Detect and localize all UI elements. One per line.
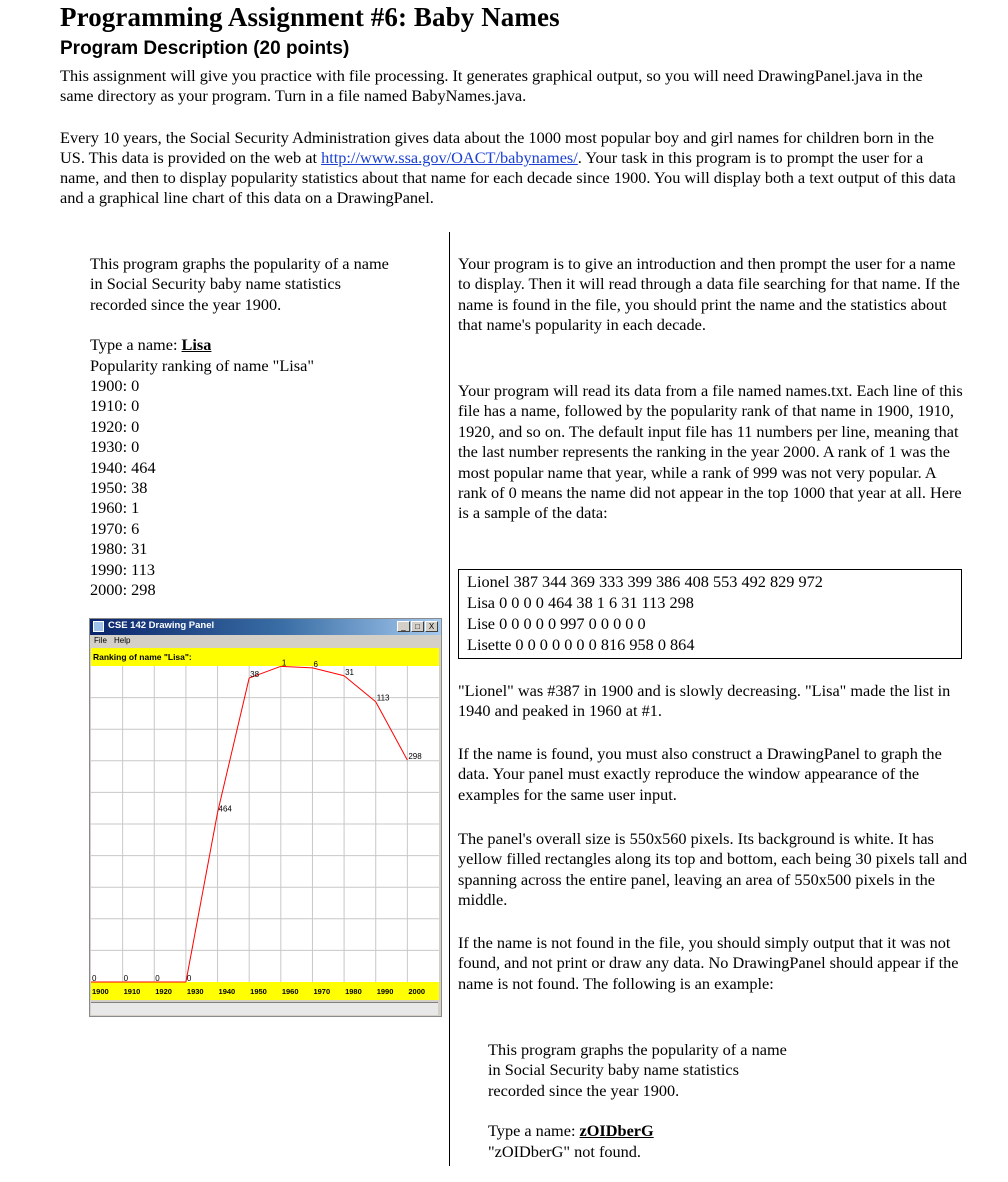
console-rank-line: 1910: 0: [90, 396, 140, 416]
sample-data-box: [458, 569, 962, 659]
ranking-line-chart: [91, 648, 439, 1000]
x-tick-label: 1950: [250, 987, 267, 996]
menu-help[interactable]: Help: [114, 636, 131, 645]
console-rank-line: 1900: 0: [90, 376, 140, 396]
console-rank-line: 1950: 38: [90, 478, 148, 498]
example-intro-line-1: This program graphs the popularity of a name: [488, 1040, 787, 1059]
console-intro-line-2: in Social Security baby name statistics: [90, 274, 341, 294]
x-tick-label: 1960: [281, 987, 299, 996]
intro-paragraph-1: This assignment will give you practice with file processing. It generates graphical output, so you will need DrawingPanel.java in the same directory as your program. Turn in a file named BabyNames.java.: [60, 66, 923, 105]
drawing-panel-canvas: [91, 648, 439, 1000]
sample-line: Lisa 0 0 0 0 464 38 1 6 31 113 298: [467, 593, 694, 612]
x-tick-label: 2000: [408, 987, 426, 996]
intro-text-before-link: Every 10 years, the Social Security Administration gives data about the 1000 most popular boy and girl names for children born in the US. This data is provided on the web at: [60, 128, 935, 167]
x-tick-label: 1970: [313, 987, 331, 996]
series-line-segment: [312, 668, 344, 676]
data-label: 464: [218, 804, 232, 814]
window-app-icon: [93, 621, 104, 632]
console-rank-lines: [90, 376, 389, 600]
x-tick-label: 1920: [155, 987, 172, 996]
console-prompt: Type a name:: [90, 335, 182, 355]
console-intro-line-3: recorded since the year 1900.: [90, 294, 282, 314]
data-label: 38: [250, 670, 260, 680]
data-label: 0: [155, 974, 160, 983]
right-paragraph-3: "Lionel" was #387 in 1900 and is slowly decreasing. "Lisa" made the list in 1940 and peaked in 1960 at #1.: [458, 681, 951, 721]
console-rank-line: 1930: 0: [90, 437, 140, 457]
series-line-segment: [186, 813, 218, 982]
window-maximize-button[interactable]: □: [411, 621, 424, 632]
console-ranking-header: Popularity ranking of name "Lisa": [90, 355, 314, 375]
x-tick-label: 1930: [186, 987, 204, 996]
menu-file[interactable]: File: [94, 636, 107, 645]
example-not-found-message: "zOIDberG" not found.: [488, 1141, 642, 1161]
data-label: 0: [123, 974, 129, 983]
chart-title: Ranking of name "Lisa":: [93, 652, 192, 662]
console-rank-line: 1920: 0: [90, 416, 140, 436]
sample-line: Lisette 0 0 0 0 0 0 0 816 958 0 864: [467, 635, 695, 654]
right-paragraph-5: The panel's overall size is 550x560 pixels. Its background is white. It has yellow filled rectangles along its top and bottom, each being 30 pixels tall and spanning across the entire panel, leaving an area of 550x500 pixels in the middle.: [458, 829, 968, 910]
column-divider: [449, 232, 450, 1166]
sample-line: Lionel 387 344 369 333 399 386 408 553 492 829 972: [467, 572, 823, 591]
example-user-input: zOIDberG: [579, 1121, 654, 1141]
right-paragraph-1: Your program is to give an introduction and then prompt the user for a name to display. Then it will read through a data file searching for that name. If the name is found in the file, you should print the name and the statistics about that name's popularity in each decade.: [458, 254, 960, 335]
example-intro-line-3: recorded since the year 1900.: [488, 1080, 680, 1100]
console-rank-line: 2000: 298: [90, 580, 156, 600]
sample-line: Lise 0 0 0 0 0 997 0 0 0 0 0: [467, 614, 646, 633]
data-label: 298: [408, 752, 422, 762]
data-label: 1: [281, 658, 287, 668]
x-tick-label: 1900: [92, 987, 109, 996]
example-intro-line-2: in Social Security baby name statistics: [488, 1060, 739, 1080]
data-label: 31: [345, 667, 354, 677]
console-user-input: Lisa: [181, 335, 212, 355]
window-minimize-button[interactable]: _: [397, 621, 410, 632]
console-rank-line: 1990: 113: [90, 559, 155, 579]
example-prompt-line: [488, 1121, 787, 1141]
right-paragraph-2: Your program will read its data from a file named names.txt. Each line of this file has a name, followed by the popularity rank of that name in 1900, 1910, 1920, and so on. The default input file has 11 numbers per line, meaning that the last number represents the ranking in the year 2000. A rank of 1 was the most popular name that year, while a rank of 999 was not very popular. A rank of 0 means the name did not appear in the top 1000 that year at all. Here is a sample of the data:: [458, 381, 963, 523]
right-paragraph-6: If the name is not found in the file, you should simply output that it was not found, and not print or draw any data. No DrawingPanel should appear if the name is not found. The following is an example:: [458, 933, 959, 993]
console-rank-line: 1980: 31: [90, 539, 148, 559]
page-title: Programming Assignment #6: Baby Names: [60, 2, 560, 32]
x-tick-label: 1910: [123, 987, 141, 996]
x-tick-label: 1990: [376, 987, 394, 996]
x-tick-label: 1980: [345, 987, 362, 996]
ssa-babynames-link[interactable]: http://www.ssa.gov/OACT/babynames/: [321, 148, 578, 167]
window-titlebar[interactable]: [90, 619, 441, 635]
intro-text-after-link: . Your task in this program is to prompt the user for a name, and then to display popularity statistics about that name for each decade since 1900. You will display both a text output of this data and a graphical line chart of this data on a DrawingPanel.: [60, 148, 956, 207]
console-output: [90, 254, 389, 601]
x-tick-label: 1940: [218, 987, 236, 996]
right-paragraph-4: If the name is found, you must also construct a DrawingPanel to graph the data. Your panel must exactly reproduce the window appearance of the examples for the same user input.: [458, 744, 942, 804]
not-found-example: [488, 1040, 787, 1162]
data-label: 6: [313, 659, 318, 669]
example-prompt: Type a name:: [488, 1121, 580, 1141]
window-close-button[interactable]: X: [425, 621, 438, 632]
data-label: 0: [186, 974, 192, 983]
console-rank-line: 1960: 1: [90, 498, 140, 518]
window-title: CSE 142 Drawing Panel: [108, 620, 215, 631]
console-rank-line: 1970: 6: [90, 518, 140, 538]
drawing-panel-window: [89, 618, 442, 1017]
intro-paragraph-2: [60, 128, 960, 208]
section-heading: Program Description (20 points): [60, 38, 350, 59]
console-intro-line-1: This program graphs the popularity of a name: [90, 254, 389, 273]
window-statusbar: [91, 1002, 438, 1015]
series-line-segment: [376, 702, 408, 760]
window-menubar: [90, 635, 441, 648]
console-prompt-line: [90, 335, 389, 355]
console-rank-line: 1940: 464: [90, 457, 156, 477]
data-label: 113: [376, 693, 390, 703]
data-label: 0: [92, 974, 97, 983]
